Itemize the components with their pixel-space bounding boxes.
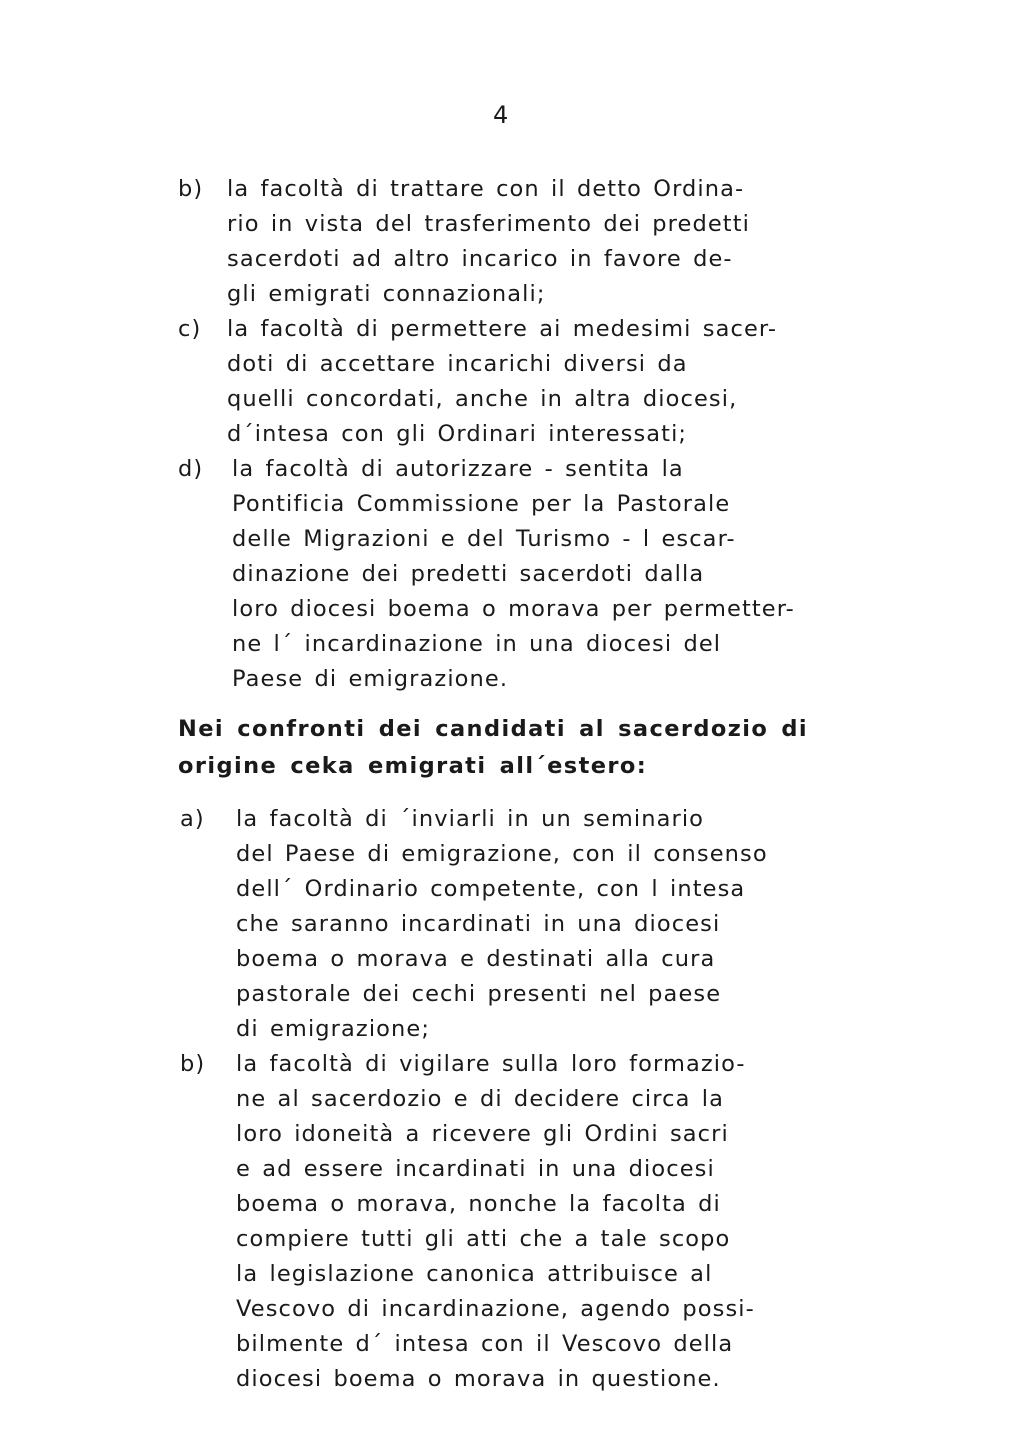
- text-line: dinazione dei predetti sacerdoti dalla: [232, 561, 705, 587]
- list-marker: d): [178, 456, 204, 482]
- text-line: doti di accettare incarichi diversi da: [227, 351, 688, 377]
- text-line: Vescovo di incardinazione, agendo possi-: [236, 1296, 755, 1322]
- text-line: delle Migrazioni e del Turismo - l escar-: [232, 526, 736, 552]
- text-line: la facoltà di vigilare sulla loro formazio-: [236, 1051, 746, 1077]
- list-marker: b): [178, 176, 204, 202]
- text-line: diocesi boema o morava in questione.: [236, 1366, 721, 1392]
- list-marker: a): [180, 806, 205, 832]
- text-line: rio in vista del trasferimento dei predetti: [227, 211, 751, 237]
- text-line: che saranno incardinati in una diocesi: [236, 911, 721, 937]
- list-marker: b): [180, 1051, 206, 1077]
- text-line: boema o morava, nonche la facolta di: [236, 1191, 721, 1217]
- text-line: del Paese di emigrazione, con il consenso: [236, 841, 768, 867]
- text-line: Pontificia Commissione per la Pastorale: [232, 491, 731, 517]
- text-line: loro idoneità a ricevere gli Ordini sacri: [236, 1121, 729, 1147]
- text-line: pastorale dei cechi presenti nel paese: [236, 981, 722, 1007]
- page-number: 4: [493, 101, 510, 129]
- text-line: ne l´ incardinazione in una diocesi del: [232, 631, 722, 657]
- text-line: la legislazione canonica attribuisce al: [236, 1261, 713, 1287]
- text-line: bilmente d´ intesa con il Vescovo della: [236, 1331, 734, 1357]
- text-line: di emigrazione;: [236, 1016, 431, 1042]
- text-line: e ad essere incardinati in una diocesi: [236, 1156, 715, 1182]
- text-line: la facoltà di trattare con il detto Ordina-: [227, 176, 745, 202]
- heading-line: Nei confronti dei candidati al sacerdozio di: [178, 716, 809, 742]
- heading-line: origine ceka emigrati all´estero:: [178, 753, 648, 779]
- text-line: sacerdoti ad altro incarico in favore de-: [227, 246, 733, 272]
- text-line: la facoltà di autorizzare - sentita la: [232, 456, 684, 482]
- text-line: compiere tutti gli atti che a tale scopo: [236, 1226, 731, 1252]
- text-line: gli emigrati connazionali;: [227, 281, 546, 307]
- text-line: loro diocesi boema o morava per permetter-: [232, 596, 795, 622]
- text-line: ne al sacerdozio e di decidere circa la: [236, 1086, 724, 1112]
- text-line: dell´ Ordinario competente, con l intesa: [236, 876, 746, 902]
- text-line: quelli concordati, anche in altra diocesi,: [227, 386, 738, 412]
- text-line: la facoltà di ´inviarli in un seminario: [236, 806, 705, 832]
- text-line: boema o morava e destinati alla cura: [236, 946, 716, 972]
- text-line: d´intesa con gli Ordinari interessati;: [227, 421, 688, 447]
- text-line: Paese di emigrazione.: [232, 666, 509, 692]
- text-line: la facoltà di permettere ai medesimi sacer-: [227, 316, 778, 342]
- list-marker: c): [178, 316, 202, 342]
